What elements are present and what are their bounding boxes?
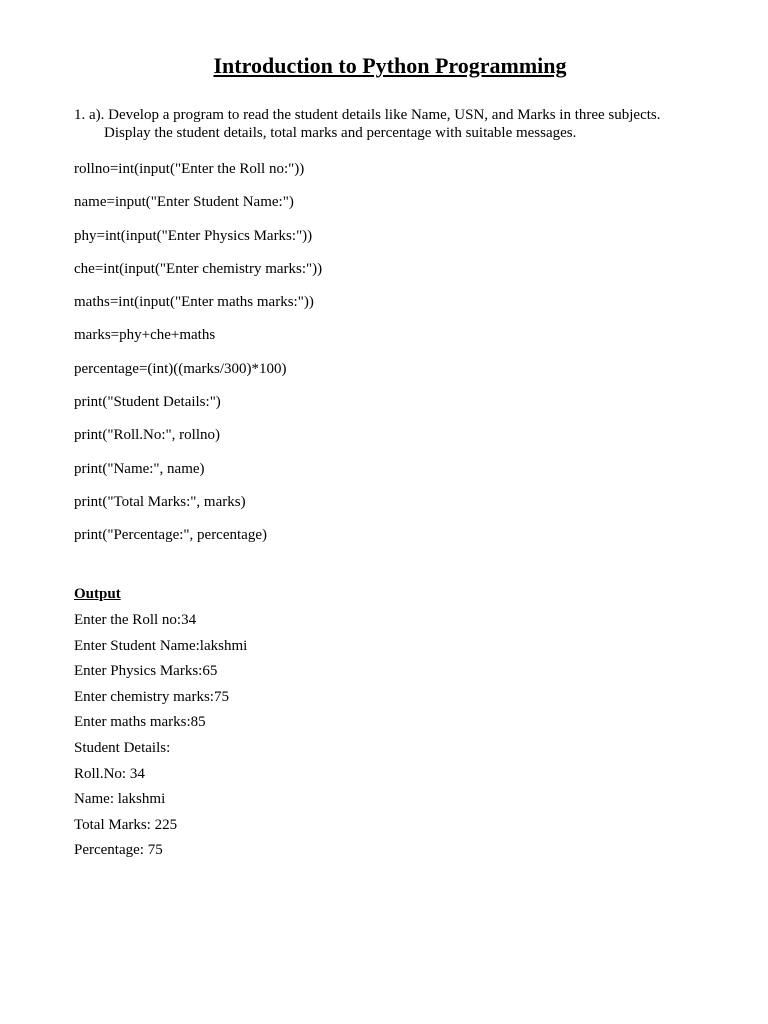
output-line: Roll.No: 34 [74, 765, 145, 782]
code-line: phy=int(input("Enter Physics Marks:")) [74, 227, 313, 244]
code-line: maths=int(input("Enter maths marks:")) [74, 294, 314, 311]
output-listing [74, 611, 247, 867]
code-line: print("Total Marks:", marks) [74, 493, 246, 510]
output-line: Total Marks: 225 [74, 816, 178, 833]
code-line: marks=phy+che+maths [74, 327, 216, 344]
question-line-1: 1. a). Develop a program to read the student details like Name, USN, and Marks in three subjects. [74, 107, 661, 123]
code-line: print("Percentage:", percentage) [74, 527, 267, 544]
code-line: che=int(input("Enter chemistry marks:")) [74, 260, 323, 277]
output-line: Enter chemistry marks:75 [74, 688, 229, 705]
code-line: name=input("Enter Student Name:") [74, 194, 294, 211]
output-line: Enter Physics Marks:65 [74, 663, 218, 680]
question-text [74, 106, 704, 142]
output-heading: Output [74, 586, 121, 602]
question-line-2: Display the student details, total marks and percentage with suitable messages. [104, 125, 577, 141]
output-line: Enter Student Name:lakshmi [74, 637, 248, 654]
output-line: Enter the Roll no:34 [74, 612, 197, 628]
code-line: rollno=int(input("Enter the Roll no:")) [74, 161, 305, 177]
code-listing [74, 160, 322, 560]
output-line: Enter maths marks:85 [74, 714, 206, 731]
code-line: print("Roll.No:", rollno) [74, 427, 220, 444]
code-line: percentage=(int)((marks/300)*100) [74, 360, 287, 377]
code-line: print("Name:", name) [74, 460, 205, 477]
code-line: print("Student Details:") [74, 394, 221, 411]
output-line: Percentage: 75 [74, 842, 163, 859]
output-line: Student Details: [74, 739, 171, 756]
output-line: Name: lakshmi [74, 791, 166, 808]
page-title: Introduction to Python Programming [213, 53, 567, 78]
